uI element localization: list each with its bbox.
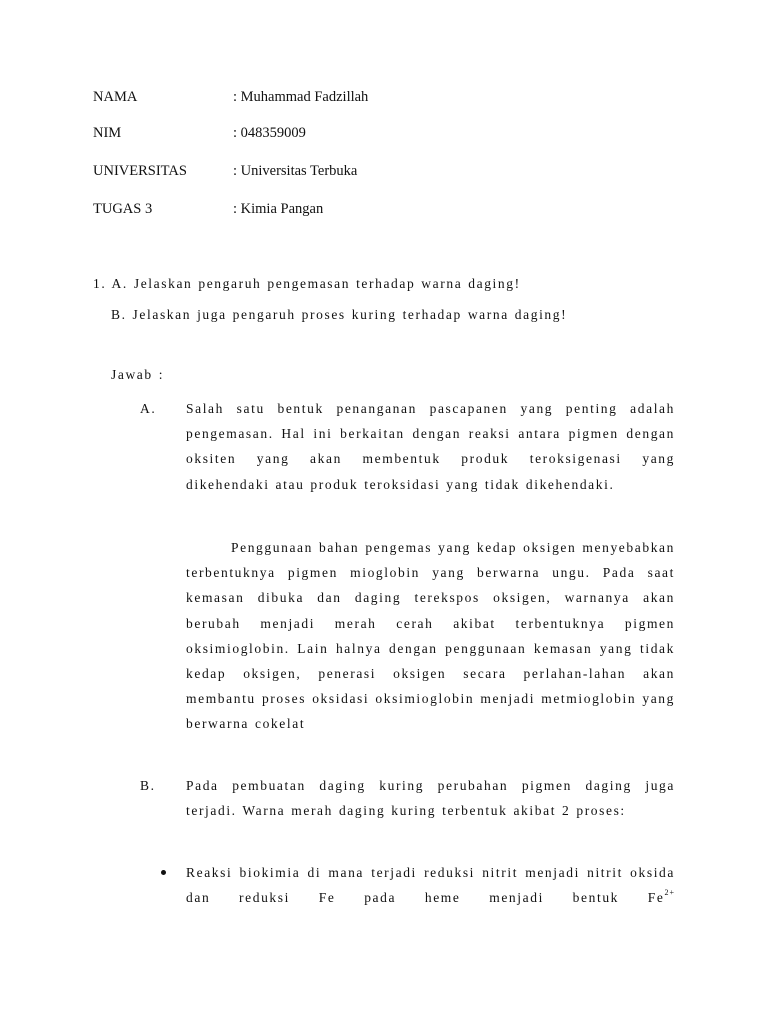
jawab-label: Jawab : [111,367,165,382]
answer-b-marker: B. [140,778,156,793]
answer-b-paragraph-1: Pada pembuatan daging kuring perubahan pigmen daging juga terjadi. Warna merah daging kuring terbentuk akibat 2 proses: [186,778,675,819]
bullet-item-1-superscript: 2+ [664,888,675,898]
question-1b: B. Jelaskan juga pengaruh proses kuring terhadap warna daging! [111,307,568,322]
nama-label: NAMA [93,89,138,105]
nim-value: : 048359009 [233,125,306,141]
tugas-value: : Kimia Pangan [233,201,324,217]
bullet-item-1 [186,860,675,910]
bullet-dot [161,870,166,875]
tugas-label: TUGAS 3 [93,201,153,217]
universitas-label: UNIVERSITAS [93,163,187,179]
answer-a-paragraph-1: Salah satu bentuk penanganan pascapanen yang penting adalah pengemasan. Hal ini berkaitan dengan reaksi antara pigmen dengan oksiten yang akan membentuk produk teroksigenasi yang dikehendaki atau produk teroksidasi yang tidak dikehendaki. [186,401,675,492]
answer-a-paragraph-2: Penggunaan bahan pengemas yang kedap oksigen menyebabkan terbentuknya pigmen mioglobin yang berwarna ungu. Pada saat kemasan dibuka dan daging terekspos oksigen, warnanya akan berubah menjadi merah cerah akibat terbentuknya pigmen oksimioglobin. Lain halnya dengan penggunaan kemasan yang tidak kedap oksigen, penerasi oksigen secara perlahan-lahan akan membantu proses oksidasi oksimioglobin menjadi metmioglobin yang berwarna cokelat [186,540,675,732]
bullet-item-1-text: Reaksi biokimia di mana terjadi reduksi nitrit menjadi nitrit oksida dan reduksi Fe pada heme menjadi bentuk Fe [186,865,675,906]
universitas-value: : Universitas Terbuka [233,163,358,179]
answer-a-marker: A. [140,401,157,416]
nim-label: NIM [93,125,122,141]
nama-value: : Muhammad Fadzillah [233,89,369,105]
question-1a: 1. A. Jelaskan pengaruh pengemasan terhadap warna daging! [93,276,521,291]
